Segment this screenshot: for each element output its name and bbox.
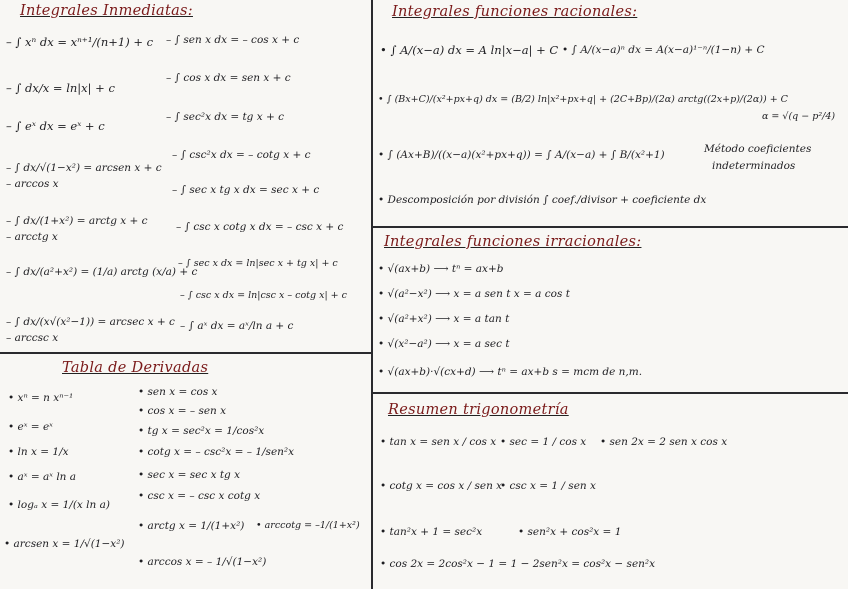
derivative-formula: • xⁿ = n xⁿ⁻¹ <box>8 392 74 404</box>
immediate-formula: – ∫ xⁿ dx = xⁿ⁺¹/(n+1) + c <box>6 35 154 49</box>
vertical-divider <box>371 0 373 589</box>
immediate-trig-formula: – ∫ sec x tg x dx = sec x + c <box>172 184 320 196</box>
immediate-formula: – arccsc x <box>6 332 59 344</box>
irrational-substitution: • √(a²−x²) ⟶ x = a sen t x = a cos t <box>378 288 570 300</box>
derivative-formula: • ln x = 1/x <box>8 446 69 458</box>
trig-identity: • sec = 1 / cos x <box>500 436 587 448</box>
trig-identity: • cos 2x = 2cos²x − 1 = 1 − 2sen²x = cos²x − sen²x <box>380 558 656 570</box>
derivative-trig-formula: • cotg x = – csc²x = – 1/sen²x <box>138 446 295 458</box>
trig-identity: • csc x = 1 / sen x <box>500 480 596 492</box>
immediate-trig-formula: – ∫ cos x dx = sen x + c <box>166 72 291 84</box>
right-horizontal-divider-1 <box>372 226 848 228</box>
irrational-substitution: • √(ax+b) ⟶ tⁿ = ax+b <box>378 263 504 275</box>
derivative-formula: • arcsen x = 1/√(1−x²) <box>4 538 125 550</box>
irrational-substitution: • √(ax+b)·√(cx+d) ⟶ tⁿ = ax+b s = mcm de n,m. <box>378 366 643 378</box>
derivative-formula: • aˣ = aˣ ln a <box>8 471 77 483</box>
immediate-trig-formula: – ∫ csc x dx = ln|csc x – cotg x| + c <box>180 290 347 301</box>
irrational-substitution: • √(x²−a²) ⟶ x = a sec t <box>378 338 510 350</box>
immediate-formula: – ∫ dx/√(1−x²) = arcsen x + c <box>6 162 162 174</box>
irrational-substitution: • √(a²+x²) ⟶ x = a tan t <box>378 313 510 325</box>
rational-method-note-2: indeterminados <box>712 160 796 172</box>
derivative-trig-formula: • tg x = sec²x = 1/cos²x <box>138 425 265 437</box>
heading-derivatives-table: Tabla de Derivadas <box>62 360 209 376</box>
heading-immediate-integrals: Integrales Inmediatas: <box>20 3 193 19</box>
left-horizontal-divider <box>0 352 372 354</box>
immediate-trig-formula: – ∫ aˣ dx = aˣ/ln a + c <box>180 320 294 332</box>
rational-formula-power: • ∫ A/(x−a)ⁿ dx = A(x−a)¹⁻ⁿ/(1−n) + C <box>562 44 765 56</box>
immediate-formula: – arccos x <box>6 178 59 190</box>
heading-trig-summary: Resumen trigonometría <box>388 402 569 418</box>
rational-method-note: Método coeficientes <box>704 143 812 155</box>
immediate-formula: – ∫ dx/x = ln|x| + c <box>6 81 115 95</box>
immediate-trig-formula: – ∫ sec²x dx = tg x + c <box>166 111 285 123</box>
right-horizontal-divider-2 <box>372 392 848 394</box>
immediate-formula: – ∫ dx/(1+x²) = arctg x + c <box>6 215 148 227</box>
derivative-trig-formula: • arccos x = – 1/√(1−x²) <box>138 556 267 568</box>
trig-identity: • tan x = sen x / cos x <box>380 436 497 448</box>
rational-formula-mixed: • ∫ (Ax+B)/((x−a)(x²+px+q)) = ∫ A/(x−a) + ∫ B/(x²+1) <box>378 149 665 161</box>
rational-alpha-note: α = √(q − p²/4) <box>762 111 836 122</box>
derivative-trig-formula: • csc x = – csc x cotg x <box>138 490 261 502</box>
heading-rational-integrals: Integrales funciones racionales: <box>392 4 638 20</box>
immediate-trig-formula: – ∫ sec x dx = ln|sec x + tg x| + c <box>178 258 338 269</box>
trig-identity: • sen²x + cos²x = 1 <box>518 526 622 538</box>
immediate-formula: – ∫ dx/(a²+x²) = (1/a) arctg (x/a) + c <box>6 266 198 278</box>
derivative-trig-formula: • sen x = cos x <box>138 386 218 398</box>
derivative-formula: • logₐ x = 1/(x ln a) <box>8 499 110 511</box>
rational-formula-quadratic: • ∫ (Bx+C)/(x²+px+q) dx = (B/2) ln|x²+px+q| + (2C+Bp)/(2α) arctg((2x+p)/(2α)) + C <box>378 94 788 105</box>
derivative-trig-formula: • cos x = – sen x <box>138 405 227 417</box>
rational-formula-linear: • ∫ A/(x−a) dx = A ln|x−a| + C <box>380 43 559 57</box>
immediate-formula: – ∫ dx/(x√(x²−1)) = arcsec x + c <box>6 316 175 328</box>
trig-identity: • tan²x + 1 = sec²x <box>380 526 483 538</box>
immediate-trig-formula: – ∫ csc²x dx = – cotg x + c <box>172 149 311 161</box>
trig-identity: • cotg x = cos x / sen x <box>380 480 503 492</box>
immediate-formula: – ∫ eˣ dx = eˣ + c <box>6 119 105 133</box>
immediate-formula: – arcctg x <box>6 231 58 243</box>
derivative-formula: • eˣ = eˣ <box>8 421 53 433</box>
immediate-trig-formula: – ∫ sen x dx = – cos x + c <box>166 34 300 46</box>
derivative-trig-formula: • arctg x = 1/(1+x²) <box>138 520 245 532</box>
heading-irrational-integrals: Integrales funciones irracionales: <box>384 234 642 250</box>
derivative-trig-formula: • sec x = sec x tg x <box>138 469 241 481</box>
rational-division-formula: • Descomposición por división ∫ coef./divisor + coeficiente dx <box>378 194 707 206</box>
immediate-trig-formula: – ∫ csc x cotg x dx = – csc x + c <box>176 221 344 233</box>
derivative-arccotg-formula: • arccotg = –1/(1+x²) <box>256 520 360 531</box>
trig-identity: • sen 2x = 2 sen x cos x <box>600 436 728 448</box>
